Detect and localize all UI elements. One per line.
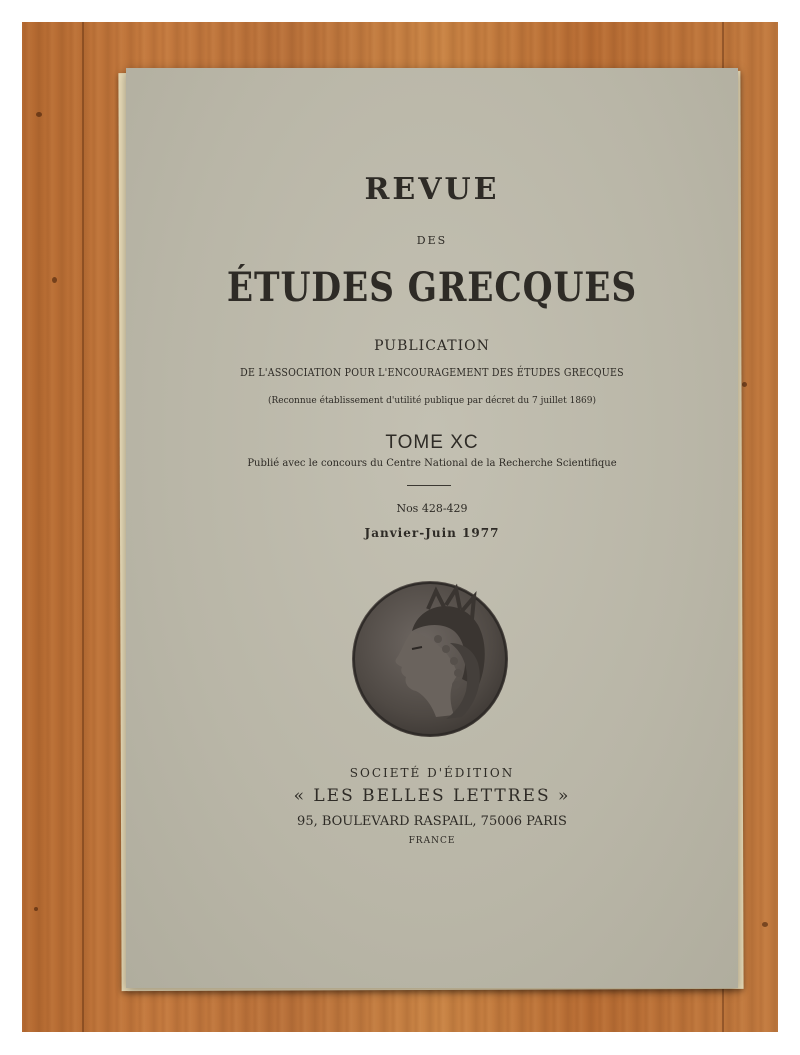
cover-des: DES [416, 234, 448, 247]
cover-title: ÉTUDES GRECQUES [226, 264, 638, 311]
cover-revue: REVUE [364, 172, 500, 207]
divider-rule [407, 485, 451, 486]
cover-association: DE L'ASSOCIATION POUR L'ENCOURAGEMENT DES ÉTUDES GRECQUES [240, 366, 624, 379]
wooden-table-surface [22, 22, 778, 1032]
cover-publication: PUBLICATION [374, 338, 490, 354]
cover-issue-numbers: Nos 428-429 [396, 502, 468, 515]
publisher-line-1: SOCIETÉ D'ÉDITION [349, 766, 515, 780]
cover-publie: Publié avec le concours du Centre National de la Recherche Scientifique [247, 458, 617, 469]
publisher-country: FRANCE [408, 836, 456, 846]
publisher-line-2: « LES BELLES LETTRES » [293, 786, 571, 806]
cover-tome: TOME XC [385, 432, 479, 453]
cover-reconnue: (Reconnue établissement d'utilité publique par décret du 7 juillet 1869) [267, 396, 597, 406]
athena-medallion-icon [350, 579, 510, 739]
publisher-address: 95, BOULEVARD RASPAIL, 75006 PARIS [297, 814, 567, 829]
journal-cover [126, 68, 738, 988]
cover-date: Janvier-Juin 1977 [364, 526, 500, 540]
